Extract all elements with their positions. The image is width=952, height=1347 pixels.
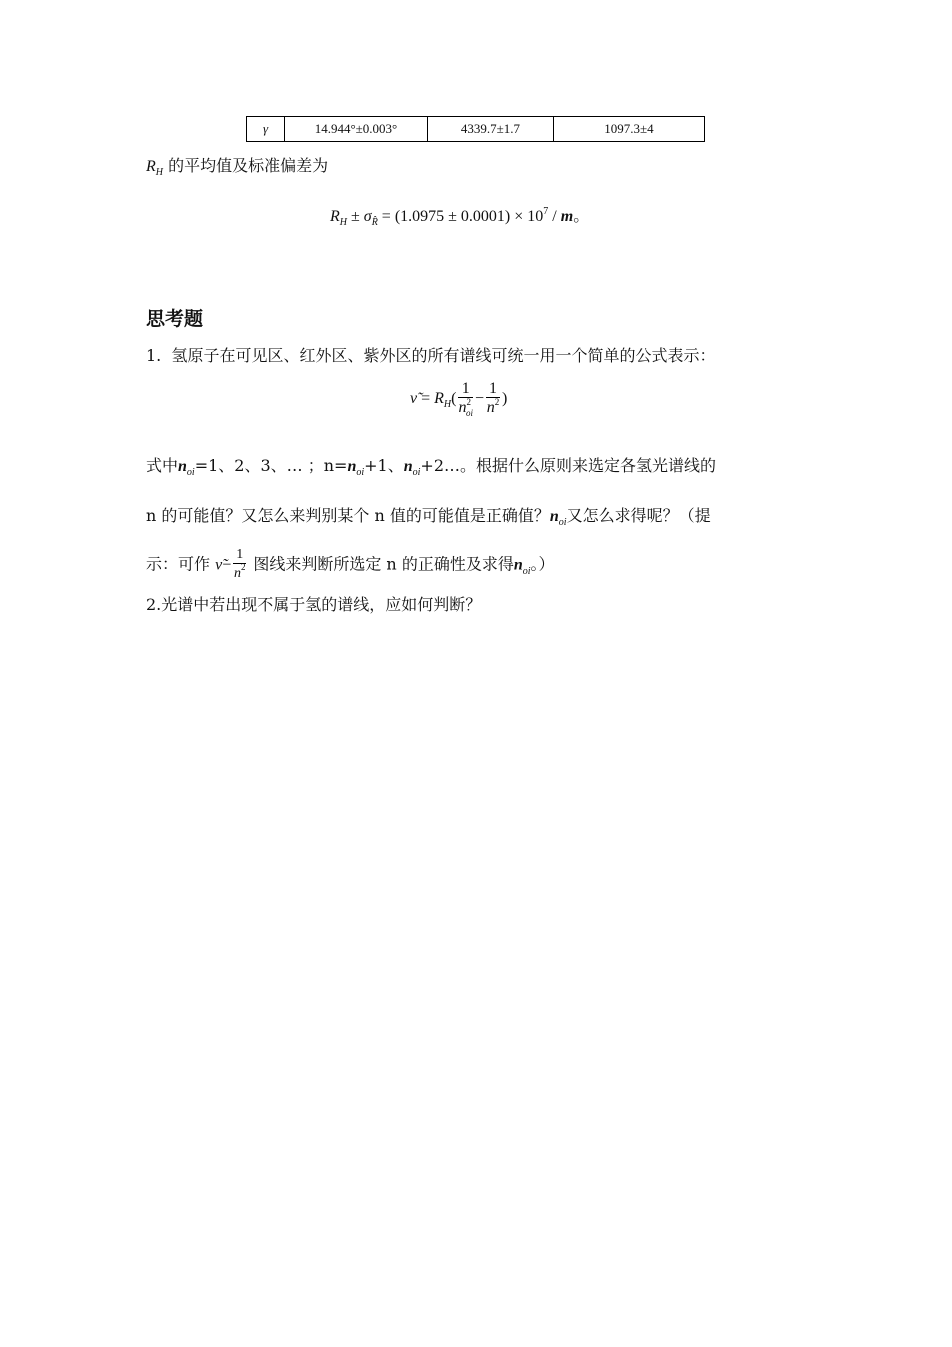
q1-l3b: 又怎么求得呢？（提 <box>566 506 711 525</box>
table-cell-wavelength: 4339.7±1.7 <box>428 117 554 142</box>
formula-exponent: 7 <box>543 206 549 217</box>
table-cell-symbol: γ <box>247 117 285 142</box>
noi-2: n <box>347 458 357 475</box>
noi-5-sub: oi <box>522 565 531 577</box>
noi-1-sub: oi <box>186 467 195 478</box>
results-table <box>246 116 705 142</box>
q1-l2c: +1、 <box>364 456 404 475</box>
rh-subscript: H <box>155 167 164 178</box>
noi-4-sub: oi <box>558 517 567 528</box>
noi-1: n <box>178 458 187 475</box>
q1-l2a: 式中 <box>146 456 179 475</box>
l4-nu: ν̃ <box>215 556 223 574</box>
rf-close: ) <box>502 390 508 408</box>
noi-3: n <box>403 458 413 475</box>
formula-unit: m <box>560 208 574 225</box>
formula-sigma-sub: R̂ <box>371 217 378 228</box>
rf-minus: − <box>475 390 485 408</box>
rf-num1: 1 <box>458 380 473 398</box>
rf-den2-sup: 2 <box>494 397 500 407</box>
q1-l3a: n 的可能值？又怎么来判别某个 n 值的可能值是正确值？ <box>146 506 550 525</box>
rf-r: R <box>434 390 444 408</box>
l4-den-sup: 2 <box>241 562 246 572</box>
q1-text: 氢原子在可见区、红外区、紫外区的所有谱线可统一用一个简单的公式表示： <box>171 346 716 365</box>
rf-nu: ν̃ <box>410 390 418 408</box>
rf-den1-sub: oi <box>465 408 473 418</box>
result-formula <box>330 207 589 229</box>
rydberg-formula <box>410 380 507 419</box>
q1-line1 <box>146 346 715 366</box>
q1-line3 <box>146 506 711 529</box>
q1-l4a: 示：可作 <box>146 554 211 574</box>
rh-symbol: R <box>146 158 156 175</box>
formula-r: R <box>330 208 340 225</box>
q1-number: 1. <box>146 346 162 365</box>
rf-num2: 1 <box>486 380 500 398</box>
formula-r-sub: H <box>339 217 348 228</box>
rf-r-sub: H <box>443 399 452 411</box>
noi-5: n <box>513 556 523 574</box>
rf-den2: n <box>486 399 495 416</box>
rf-eq: = <box>421 390 431 408</box>
l4-den: n <box>234 566 241 581</box>
result-label <box>146 156 328 179</box>
rf-frac2 <box>486 380 500 419</box>
table-cell-angle: 14.944°±0.003° <box>285 117 428 142</box>
formula-pm: ± <box>351 208 360 225</box>
rf-den1-sup: 2 <box>466 397 471 407</box>
q2-line: 2.光谱中若出现不属于氢的谱线，应如何判断？ <box>146 595 482 614</box>
q1-l4c: 。） <box>530 554 555 574</box>
formula-slash: / <box>548 208 561 225</box>
l4-minus: − <box>222 556 232 574</box>
table-row <box>247 117 705 142</box>
formula-end: 。 <box>573 208 590 225</box>
result-label-text: 的平均值及标准偏差为 <box>168 156 329 175</box>
rf-open: ( <box>451 390 457 408</box>
l4-frac <box>233 546 246 584</box>
q1-l2d: +2…。根据什么原则来选定各氢光谱线的 <box>420 456 717 475</box>
l4-num: 1 <box>233 546 246 564</box>
rf-den1: n <box>458 399 467 416</box>
q1-l2b: =1、2、3、… ；n= <box>194 456 348 475</box>
noi-3-sub: oi <box>412 467 421 478</box>
q1-line4 <box>146 546 555 584</box>
noi-4: n <box>549 508 559 525</box>
noi-2-sub: oi <box>356 467 365 478</box>
rf-frac1 <box>458 380 473 419</box>
table-cell-value: 1097.3±4 <box>554 117 705 142</box>
formula-sigma: σ <box>363 208 372 225</box>
section-title: 思考题 <box>146 308 204 330</box>
q1-line2 <box>146 456 716 479</box>
formula-value: = (1.0975 ± 0.0001) × 10 <box>381 208 544 225</box>
q1-l4b: 图线来判断所选定 n 的正确性及求得 <box>253 554 514 574</box>
